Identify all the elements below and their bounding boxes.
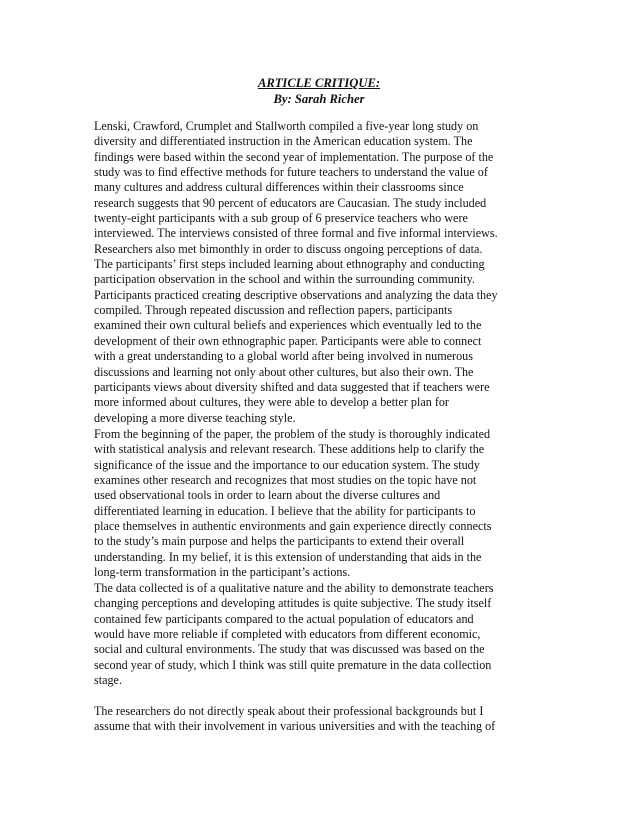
text-line: stage. [94,673,122,688]
paragraph-4 [94,704,554,735]
text-line: Researchers also met bimonthly in order to discuss ongoing perceptions of data. [94,241,483,256]
text-line: From the beginning of the paper, the problem of the study is thoroughly indicated [94,427,491,441]
text-line: understanding. In my belief, it is this extension of understanding that aids in the [94,549,482,564]
text-line: developing a more diverse teaching style. [94,410,296,425]
text-line: interviewed. The interviews consisted of three formal and five informal interviews. [94,226,498,241]
text-line: place themselves in authentic environments and gain experience directly connects [94,519,492,534]
text-line: would have more reliable if completed with educators from different economic, [94,627,481,642]
text-line: findings were based within the second year of implementation. The purpose of the [94,149,494,164]
text-line: study was to find effective methods for future teachers to understand the value of [94,165,488,180]
text-line: second year of study, which I think was still quite premature in the data collection [94,657,492,672]
text-line: participation observation in the school and within the surrounding community. [94,272,475,287]
text-line: more informed about cultures, they were able to develop a better plan for [94,395,449,410]
text-line: long-term transformation in the participant’s actions. [94,565,351,580]
text-line: with statistical analysis and relevant research. These additions help to clarify the [94,442,485,457]
document-title: ARTICLE CRITIQUE: [257,76,381,90]
text-line: development of their own ethnographic paper. Participants were able to connect [94,333,482,348]
text-line: examined their own cultural beliefs and experiences which eventually led to the [94,318,482,333]
text-line: social and cultural environments. The study that was discussed was based on the [94,642,485,657]
text-line: discussions and learning not only about other cultures, but also their own. The [94,364,474,379]
text-line: with a great understanding to a global world after being involved in numerous [94,349,473,364]
author-byline: By: Sarah Richer [273,92,365,106]
text-line: Lenski, Crawford, Crumplet and Stallworth compiled a five-year long study on [94,119,479,133]
text-line: compiled. Through repeated discussion and reflection papers, participants [94,303,453,318]
paragraph-2 [94,427,554,580]
paragraph-3 [94,581,554,688]
text-line: significance of the issue and the importance to our education system. The study [94,457,480,472]
text-line: The data collected is of a qualitative nature and the ability to demonstrate teachers [94,581,494,595]
title-block [0,75,638,107]
text-line: assume that with their involvement in various universities and with the teaching of [94,719,496,734]
text-line: diversity and differentiated instruction in the American education system. The [94,134,473,149]
text-line: The researchers do not directly speak about their professional backgrounds but I [94,704,484,718]
text-line: research suggests that 90 percent of educators are Caucasian. The study included [94,195,487,210]
text-line: The participants’ first steps included learning about ethnography and conducting [94,257,485,272]
text-line: examines other research and recognizes that most studies on the topic have not [94,473,477,488]
text-line: differentiated learning in education. I believe that the ability for participants to [94,503,476,518]
text-line: to the study’s main purpose and helps the participants to extend their overall [94,534,465,549]
text-line: Participants practiced creating descriptive observations and analyzing the data they [94,287,498,302]
text-line: twenty-eight participants with a sub group of 6 preservice teachers who were [94,211,468,226]
text-line: used observational tools in order to learn about the diverse cultures and [94,488,441,503]
paragraph-1 [94,119,554,426]
text-line: many cultures and address cultural differences within their classrooms since [94,180,464,195]
text-line: changing perceptions and developing attitudes is quite subjective. The study itself [94,596,492,611]
text-line: contained few participants compared to the actual population of educators and [94,611,474,626]
text-line: participants views about diversity shifted and data suggested that if teachers were [94,379,490,394]
